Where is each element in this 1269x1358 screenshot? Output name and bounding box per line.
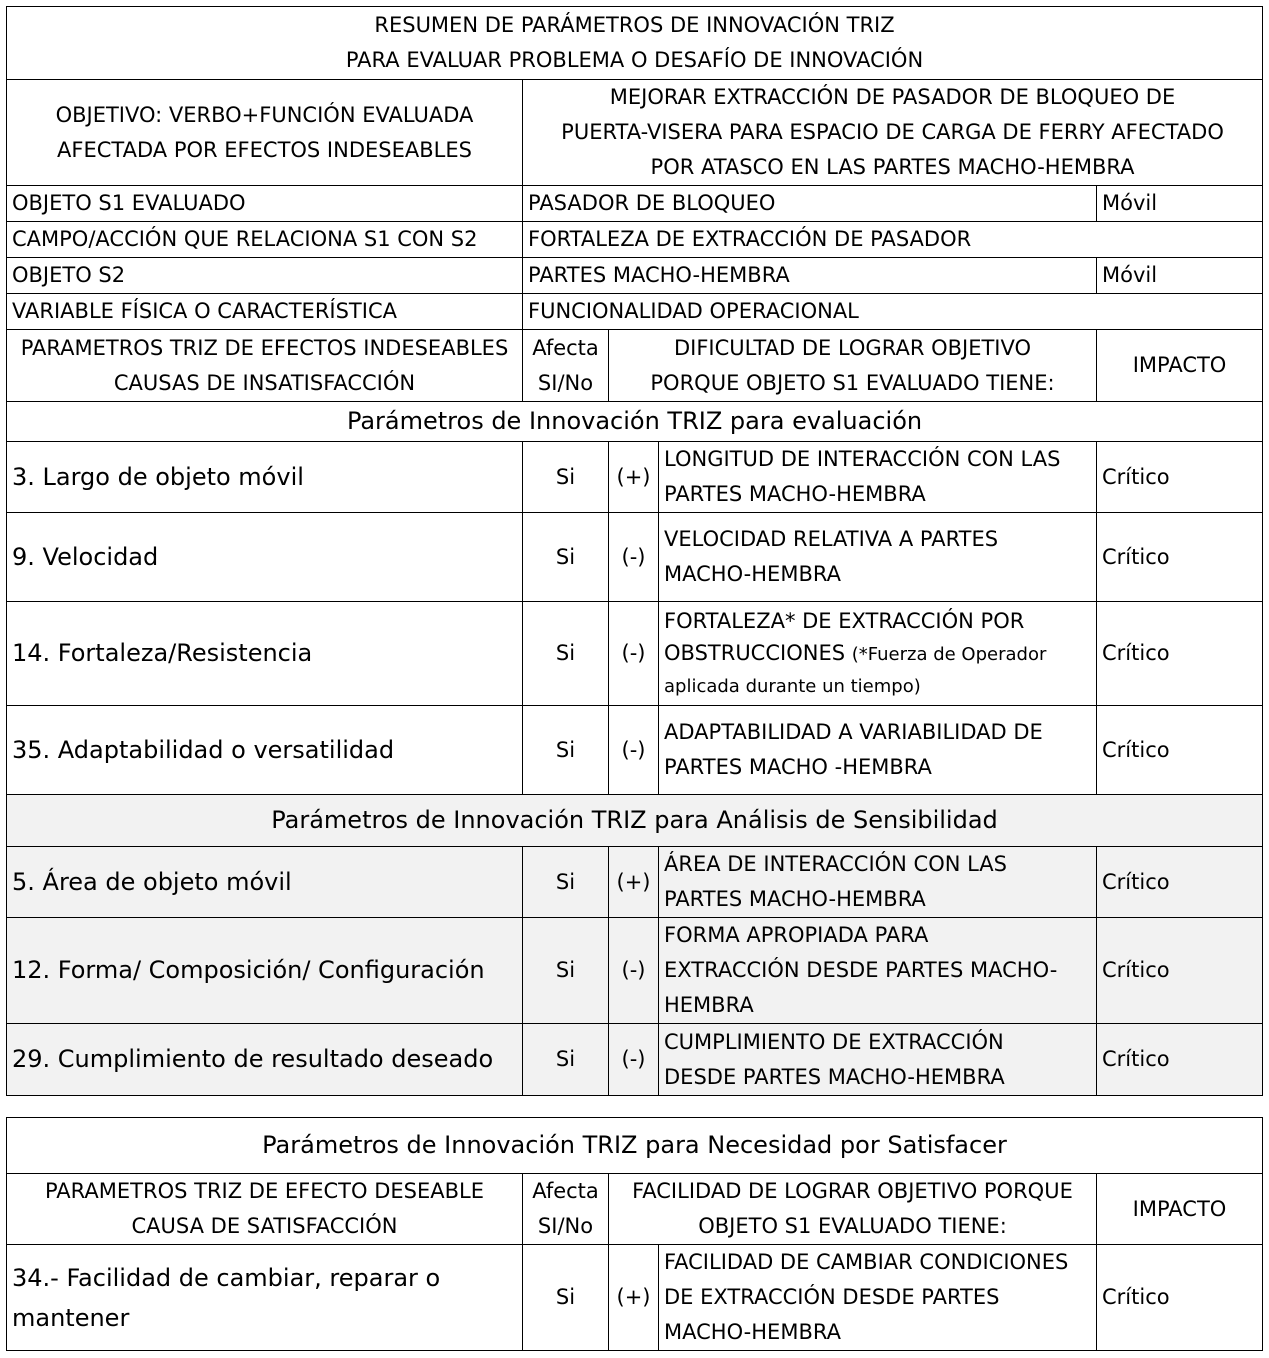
sign-value: (-): [609, 706, 659, 795]
sign-value: (-): [609, 513, 659, 602]
triz-summary-table: [6, 6, 1263, 1096]
param-name: 35. Adaptabilidad o versatilidad: [7, 706, 523, 795]
section-need-title: Parámetros de Innovación TRIZ para Necesidad por Satisfacer: [7, 1118, 1263, 1174]
impact-value: Crítico: [1097, 513, 1263, 602]
object-s1-label: OBJETO S1 EVALUADO: [7, 186, 523, 222]
summary-title: RESUMEN DE PARÁMETROS DE INNOVACIÓN TRIZ PARA EVALUAR PROBLEMA O DESAFÍO DE INNOVACIÓN: [7, 7, 1263, 80]
impact-value: Crítico: [1097, 1245, 1263, 1351]
sign-value: (+): [609, 1245, 659, 1351]
param-name: 12. Forma/ Composición/ Configuración: [7, 918, 523, 1024]
difficulty-header: DIFICULTAD DE LOGRAR OBJETIVO PORQUE OBJETO S1 EVALUADO TIENE:: [609, 330, 1097, 402]
afecta-value: Si: [523, 602, 609, 706]
object-s1-value: PASADOR DE BLOQUEO: [523, 186, 1097, 222]
params-header: PARAMETROS TRIZ DE EFECTOS INDESEABLES CAUSAS DE INSATISFACCIÓN: [7, 330, 523, 402]
field-action-value: FORTALEZA DE EXTRACCIÓN DE PASADOR: [523, 222, 1263, 258]
need-impact-header: IMPACTO: [1097, 1174, 1263, 1245]
afecta-value: Si: [523, 918, 609, 1024]
table-row: [7, 442, 1263, 513]
afecta-value: Si: [523, 847, 609, 918]
impact-value: Crítico: [1097, 847, 1263, 918]
objective-value: MEJORAR EXTRACCIÓN DE PASADOR DE BLOQUEO DE PUERTA-VISERA PARA ESPACIO DE CARGA DE FERRY AFECTADO POR ATASCO EN LAS PARTES MACHO-HEMBRA: [523, 80, 1263, 186]
sign-value: (-): [609, 602, 659, 706]
param-name: 5. Área de objeto móvil: [7, 847, 523, 918]
object-s2-extra: Móvil: [1097, 258, 1263, 294]
impact-value: Crítico: [1097, 442, 1263, 513]
param-description: FORMA APROPIADA PARA EXTRACCIÓN DESDE PARTES MACHO- HEMBRA: [659, 918, 1097, 1024]
afecta-value: Si: [523, 1245, 609, 1351]
field-action-label: CAMPO/ACCIÓN QUE RELACIONA S1 CON S2: [7, 222, 523, 258]
param-name: 3. Largo de objeto móvil: [7, 442, 523, 513]
param-name: 14. Fortaleza/Resistencia: [7, 602, 523, 706]
table-row: [7, 258, 1263, 294]
physical-variable-label: VARIABLE FÍSICA O CARACTERÍSTICA: [7, 294, 523, 330]
afecta-value: Si: [523, 1024, 609, 1096]
impact-header: IMPACTO: [1097, 330, 1263, 402]
table-row: [7, 1024, 1263, 1096]
table-row: [7, 513, 1263, 602]
object-s1-extra: Móvil: [1097, 186, 1263, 222]
need-afecta-header: Afecta SI/No: [523, 1174, 609, 1245]
param-description: FACILIDAD DE CAMBIAR CONDICIONES DE EXTRACCIÓN DESDE PARTES MACHO-HEMBRA: [659, 1245, 1097, 1351]
object-s2-label: OBJETO S2: [7, 258, 523, 294]
sign-value: (-): [609, 1024, 659, 1096]
object-s2-value: PARTES MACHO-HEMBRA: [523, 258, 1097, 294]
triz-need-table: [6, 1117, 1263, 1351]
param-description: ADAPTABILIDAD A VARIABILIDAD DE PARTES MACHO -HEMBRA: [659, 706, 1097, 795]
sign-value: (+): [609, 442, 659, 513]
need-params-header: PARAMETROS TRIZ DE EFECTO DESEABLE CAUSA DE SATISFACCIÓN: [7, 1174, 523, 1245]
table-row: [7, 918, 1263, 1024]
param-description: FORTALEZA* DE EXTRACCIÓN POR OBSTRUCCIONES (*Fuerza de Operador aplicada durante un tiempo): [659, 602, 1097, 706]
impact-value: Crítico: [1097, 918, 1263, 1024]
sign-value: (+): [609, 847, 659, 918]
ease-header: FACILIDAD DE LOGRAR OBJETIVO PORQUE OBJETO S1 EVALUADO TIENE:: [609, 1174, 1097, 1245]
param-name: 34.- Facilidad de cambiar, reparar o mantener: [7, 1245, 523, 1351]
param-description: CUMPLIMIENTO DE EXTRACCIÓN DESDE PARTES MACHO-HEMBRA: [659, 1024, 1097, 1096]
table-row: [7, 602, 1263, 706]
table-row: [7, 706, 1263, 795]
param-description: VELOCIDAD RELATIVA A PARTES MACHO-HEMBRA: [659, 513, 1097, 602]
afecta-value: Si: [523, 442, 609, 513]
afecta-value: Si: [523, 706, 609, 795]
afecta-header: Afecta SI/No: [523, 330, 609, 402]
table-row: [7, 1245, 1263, 1351]
param-description: ÁREA DE INTERACCIÓN CON LAS PARTES MACHO-HEMBRA: [659, 847, 1097, 918]
impact-value: Crítico: [1097, 602, 1263, 706]
table-row: [7, 186, 1263, 222]
param-name: 9. Velocidad: [7, 513, 523, 602]
table-row: [7, 847, 1263, 918]
impact-value: Crítico: [1097, 706, 1263, 795]
param-note: (*Fuerza de Operador: [851, 643, 1047, 665]
param-name: 29. Cumplimiento de resultado deseado: [7, 1024, 523, 1096]
sign-value: (-): [609, 918, 659, 1024]
physical-variable-value: FUNCIONALIDAD OPERACIONAL: [523, 294, 1263, 330]
afecta-value: Si: [523, 513, 609, 602]
impact-value: Crítico: [1097, 1024, 1263, 1096]
objective-label: OBJETIVO: VERBO+FUNCIÓN EVALUADA AFECTADA POR EFECTOS INDESEABLES: [7, 80, 523, 186]
param-note: aplicada durante un tiempo): [664, 675, 921, 697]
param-description: LONGITUD DE INTERACCIÓN CON LAS PARTES MACHO-HEMBRA: [659, 442, 1097, 513]
section-sens-title: Parámetros de Innovación TRIZ para Análisis de Sensibilidad: [7, 795, 1263, 847]
section-eval-title: Parámetros de Innovación TRIZ para evaluación: [7, 402, 1263, 442]
table-row: [7, 222, 1263, 258]
table-row: [7, 294, 1263, 330]
